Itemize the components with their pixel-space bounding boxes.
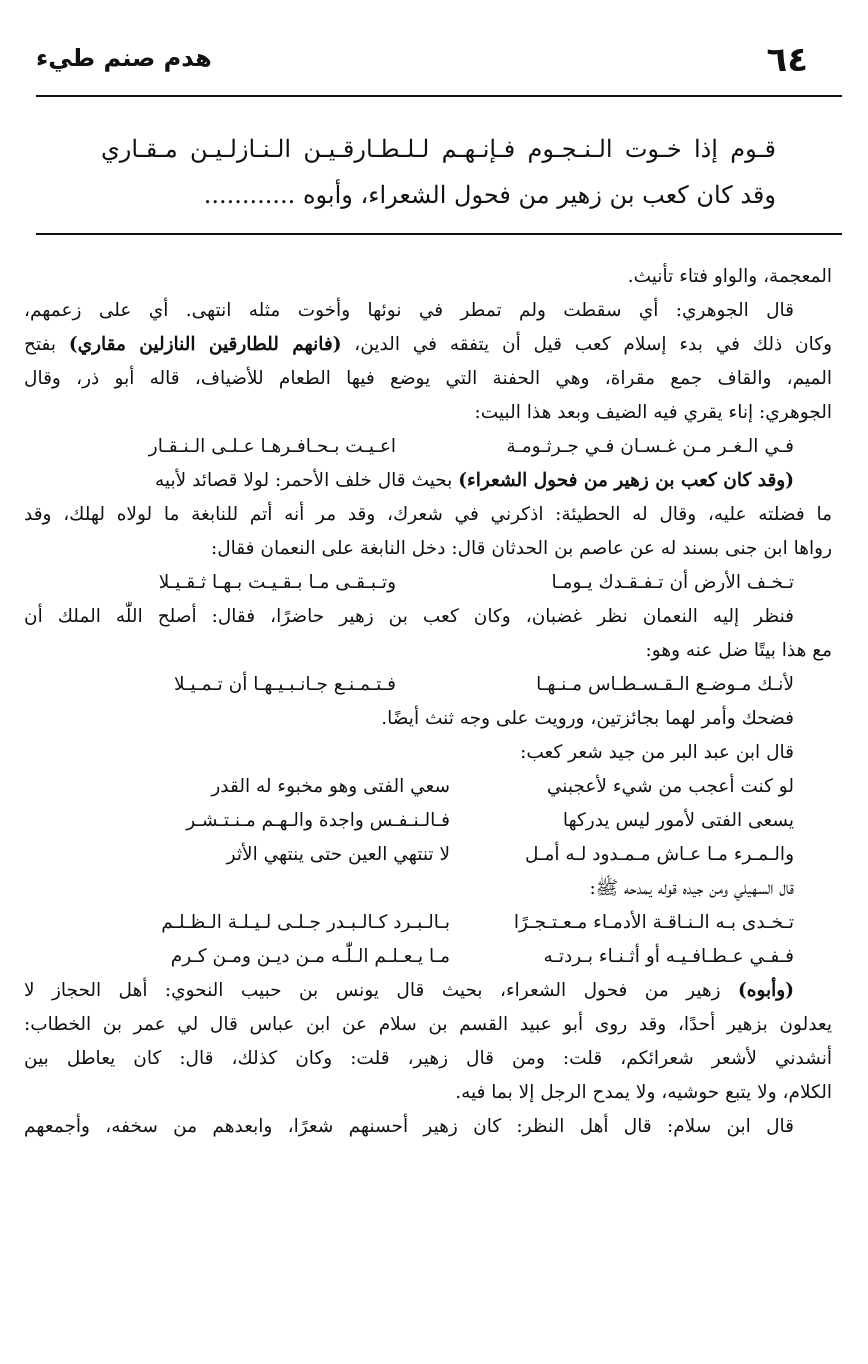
verse-line bbox=[24, 668, 832, 702]
text-run: وكان ذلك في بدء إسلام كعب قيل أن يتفقه في الدين، bbox=[341, 334, 832, 355]
text-line: فضحك وأمر لهما بجائزتين، ورويت على وجه ثنث أيضًا. bbox=[381, 708, 794, 729]
verse-hemistich: تـخـدى بـه الـنـاقـة الأدمـاء مـعـتـجـرًا bbox=[513, 912, 794, 933]
verse-hemistich: بـالـبـرد كـالـبـدر جـلـى لـيـلـة الـظـلـم bbox=[161, 912, 450, 933]
text-line: المعجمة، والواو فتاء تأنيث. bbox=[627, 266, 832, 287]
text-line: ما فضلته عليه، وقال له الحطيئة: اذكرني في شعرك، وقد مر أنه أتم للنابغة ما لولاه لهلك، وقد bbox=[24, 504, 832, 525]
verse-hemistich: فـفـي عـطـافـيـه أو أثـنـاء بـردتـه bbox=[543, 946, 794, 967]
quoted-verse: قـوم إذا خـوت الـنـجـوم فـإنـهـم لـلـطـارقـيـن الـنـازلـيـن مـقـاري bbox=[101, 135, 776, 163]
verse-hemistich: وتـبـقـى مـا بـقـيـت بـهـا ثـقـيـلا bbox=[158, 572, 396, 593]
verse-hemistich: فـي الـغـر مـن غـسـان فـي جـرثـومـة bbox=[506, 436, 794, 457]
verse-line bbox=[24, 770, 832, 804]
verse-hemistich: يسعى الفتى لأمور ليس يدركها bbox=[562, 810, 794, 831]
text-run: زهير من فحول الشعراء، بحيث قال يونس بن حبيب النحوي: أهل الحجاز لا bbox=[24, 980, 739, 1001]
text-line: قال السهيلي ومن جيده قوله يمدحه ﷺ: bbox=[589, 878, 794, 899]
verse-hemistich: فـالـنـفـس واجدة والـهـم مـنـتـشـر bbox=[186, 810, 450, 831]
text-line bbox=[24, 328, 832, 362]
verse-hemistich: اعـيـت بـحـافـرهـا عـلـى الـنـقـار bbox=[148, 436, 396, 457]
text-line: أنشدني لأشعر شعرائكم، قلت: ومن قال زهير، قلت: وكان كذلك، قال: كان يعاطل بين bbox=[24, 1048, 832, 1069]
quoted-text-line bbox=[101, 174, 776, 216]
verse-hemistich: فـتـمـنـع جـانـبـيـهـا أن تـمـيـلا bbox=[174, 674, 396, 695]
text-run: بحيث قال خلف الأحمر: لولا قصائد لأبيه bbox=[155, 470, 459, 491]
bold-quote: (وقد كان كعب بن زهير من فحول الشعراء) bbox=[458, 470, 794, 491]
quote-divider bbox=[36, 233, 842, 235]
text-run: بفتح bbox=[24, 334, 69, 355]
text-line: الجوهري: إناء يقري فيه الضيف وبعد هذا البيت: bbox=[474, 402, 832, 423]
ellipsis-dots: ............ bbox=[203, 181, 296, 209]
verse-hemistich: تـخـف الأرض أن تـفـقـدك يـومـا bbox=[551, 572, 794, 593]
text-line bbox=[24, 464, 832, 498]
verse-hemistich: والـمـرء مـا عـاش مـمـدود لـه أمـل bbox=[525, 844, 794, 865]
quoted-text: وقد كان كعب بن زهير من فحول الشعراء، وأبوه bbox=[302, 181, 776, 209]
running-title: هدم صنم طيء bbox=[36, 44, 212, 72]
verse-hemistich: سعي الفتى وهو مخبوء له القدر bbox=[211, 776, 450, 797]
text-line: الكلام، ولا يتبع حوشيه، ولا يمدح الرجل إلا بما فيه. bbox=[455, 1082, 832, 1103]
text-line: الميم، والقاف جمع مقراة، وهي الحفنة التي يوضع فيها الطعام للأضياف، قاله أبو ذر، وقال bbox=[24, 368, 832, 389]
verse-line bbox=[24, 804, 832, 838]
text-line bbox=[24, 974, 832, 1008]
page-number: ٦٤ bbox=[766, 40, 808, 80]
text-line: يعدلون بزهير أحدًا، وقد روى أبو عبيد القسم بن سلام عن ابن عباس قال لي عمر بن الخطاب: bbox=[24, 1014, 832, 1035]
verse-line bbox=[24, 906, 832, 940]
verse-hemistich: لأنـك مـوضـع الـقـسـطـاس مـنـهـا bbox=[536, 674, 794, 695]
commentary-body bbox=[24, 260, 832, 1144]
bold-quote: (وأبوه) bbox=[738, 980, 794, 1001]
text-line: مع هذا بيتًا ضل عنه وهو: bbox=[645, 640, 832, 661]
text-line: قال الجوهري: أي سقطت ولم تمطر في نوئها وأخوت مثله انتهى. أي على زعمهم، bbox=[24, 300, 794, 321]
text-line: قال ابن سلام: قال أهل النظر: كان زهير أحسنهم شعرًا، وابعدهم من سخفه، وأجمعهم bbox=[24, 1116, 794, 1137]
verse-line bbox=[24, 940, 832, 974]
verse-hemistich: لا تنتهي العين حتى ينتهي الأثر bbox=[226, 844, 450, 865]
verse-line bbox=[24, 838, 832, 872]
bold-quote: (فانهم للطارقين النازلين مقاري) bbox=[68, 334, 342, 355]
verse-line bbox=[24, 430, 832, 464]
verse-hemistich: مـا يـعـلـم الـلّٰـه مـن ديـن ومـن كـرم bbox=[170, 946, 450, 967]
text-line: رواها ابن جنى بسند له عن عاصم بن الحدثان قال: دخل النابغة على النعمان فقال: bbox=[210, 538, 832, 559]
verse-line bbox=[24, 566, 832, 600]
text-line: قال ابن عبد البر من جيد شعر كعب: bbox=[520, 742, 794, 763]
header-divider bbox=[36, 95, 842, 97]
verse-hemistich: لو كنت أعجب من شيء لأعجبني bbox=[546, 776, 794, 797]
text-line: فنظر إليه النعمان نظر غضبان، وكان كعب بن زهير حاضرًا، فقال: أصلح اللّٰه الملك أن bbox=[24, 606, 794, 627]
